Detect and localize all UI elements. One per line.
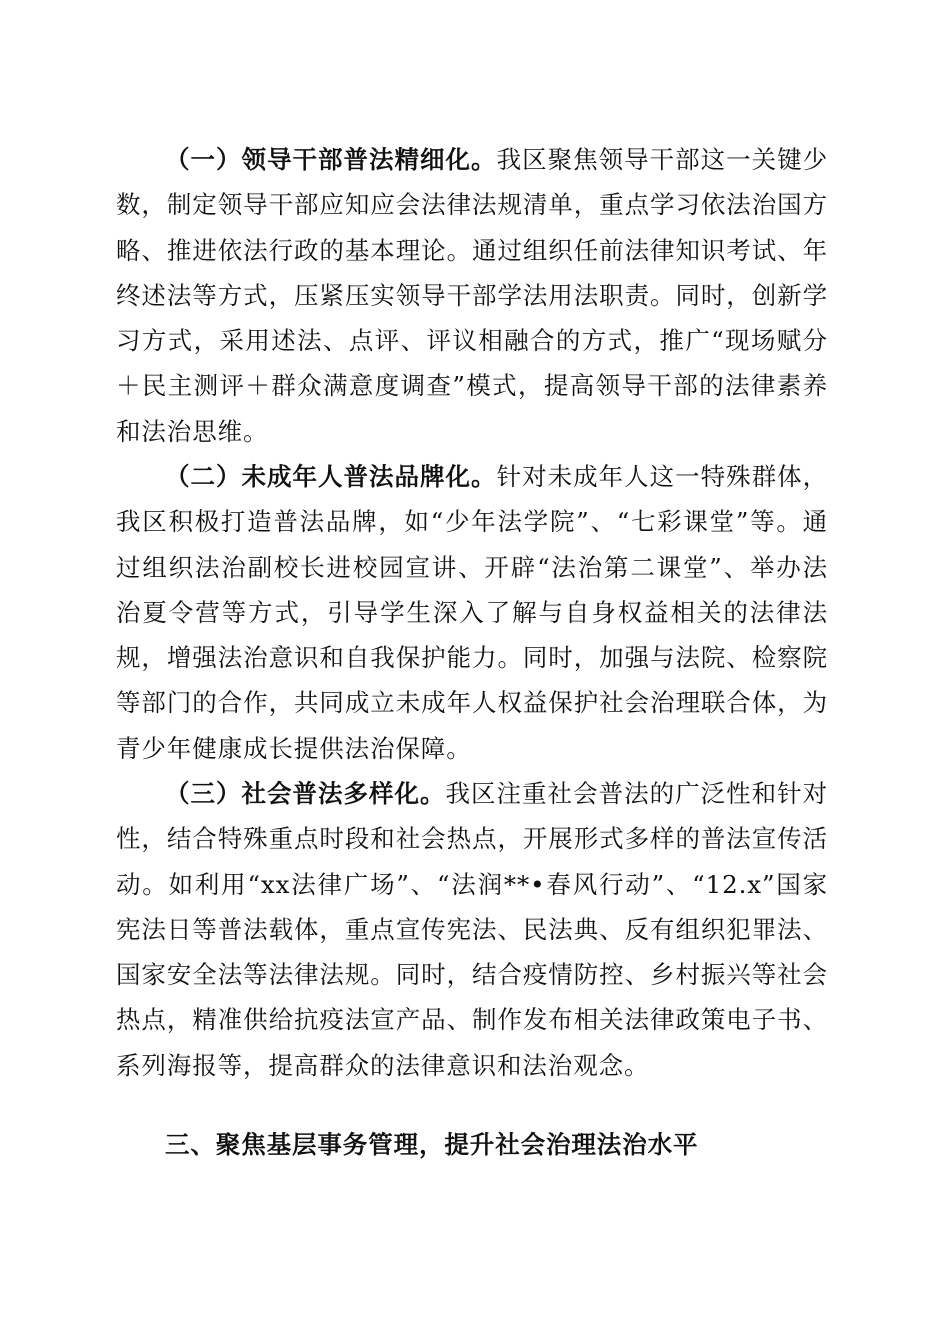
paragraph-body: 我区注重社会普法的广泛性和针对性，结合特殊重点时段和社会热点，开展形式多样的普法宣传活动。如利用“xx法律广场”、“法润**•春风行动”、“12.x”国家宪法日等普法载体，重点宣传宪法、民法典、反有组织犯罪法、国家安全法等法律法规。同时，结合疫情防控、乡村振兴等社会热点，精准供给抗疫法宣产品、制作发布相关法律政策电子书、系列海报等，提高群众的法律意识和法治观念。 (116, 779, 828, 1080)
paragraph-leader-cadres (116, 137, 828, 454)
paragraph-lead: （三）社会普法多样化。 (165, 779, 446, 808)
paragraph-lead: （一）领导干部普法精细化。 (165, 145, 497, 174)
paragraph-body: 针对未成年人这一特殊群体，我区积极打造普法品牌，如“少年法学院”、“七彩课堂”等。通过组织法治副校长进校园宣讲、开辟“法治第二课堂”、举办法治夏令营等方式，引导学生深入了解与自身权益相关的法律法规，增强法治意识和自我保护能力。同时，加强与法院、检察院等部门的合作，共同成立未成年人权益保护社会治理联合体，为青少年健康成长提供法治保障。 (116, 462, 829, 763)
section-heading: 三、聚焦基层事务管理，提升社会治理法治水平 (165, 1130, 699, 1159)
paragraph-body: 我区聚焦领导干部这一关键少数，制定领导干部应知应会法律法规清单，重点学习依法治国方略、推进依法行政的基本理论。通过组织任前法律知识考试、年终述法等方式，压紧压实领导干部学法用法职责。同时，创新学习方式，采用述法、点评、评议相融合的方式，推广“现场赋分＋民主测评＋群众满意度调查”模式，提高领导干部的法律素养和法治思维。 (116, 145, 829, 446)
paragraph-lead: （二）未成年人普法品牌化。 (165, 462, 497, 491)
paragraph-society (116, 771, 828, 1088)
paragraph-minors (116, 454, 828, 771)
